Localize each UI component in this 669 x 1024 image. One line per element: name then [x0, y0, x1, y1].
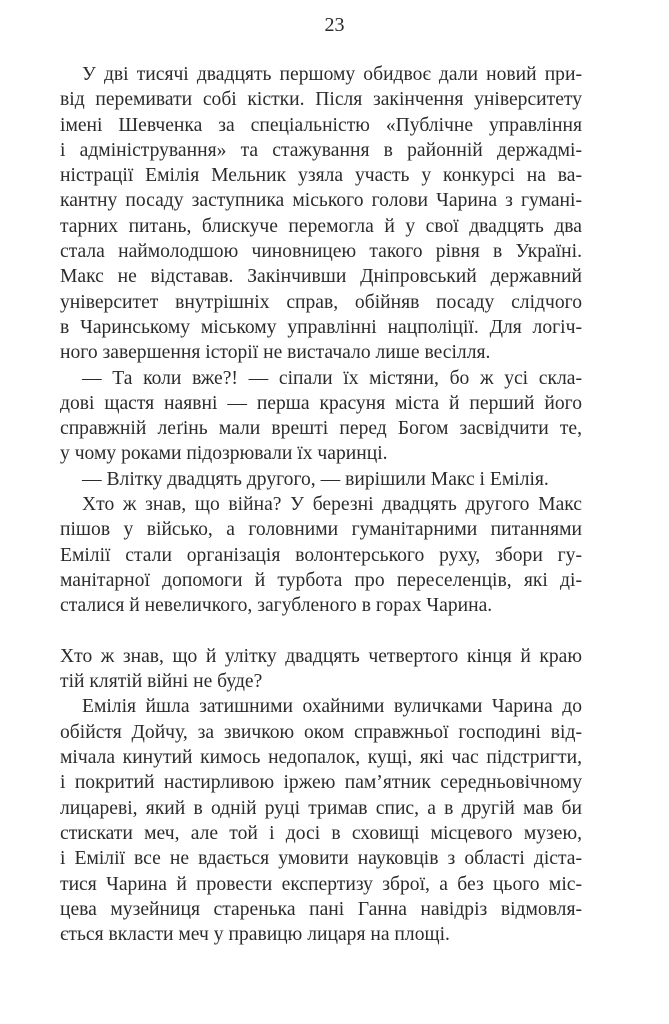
- text-line: ного завершення історії не вистачало лише весілля.: [60, 342, 491, 364]
- text-line: кантну посаду заступника міського голови Чарина з гумані-: [60, 190, 582, 212]
- text-line: пішов у військо, а головними гуманітарними питаннями: [60, 519, 582, 541]
- paragraph: [60, 644, 582, 695]
- text-line: ністрації Емілія Мельник узяла участь у конкурсі на ва-: [60, 165, 582, 187]
- text-line: імені Шевченка за спеціальністю «Публічне управління: [60, 114, 582, 136]
- text-line: манітарної допомоги й турбота про переселенців, які ді-: [60, 569, 582, 591]
- text-line: мічала кинутий кимось недопалок, кущі, які час підстригти,: [60, 747, 582, 769]
- text-line: стала наймолодшою чиновницею такого рівня в Україні.: [60, 241, 582, 263]
- text-line: цева музейниця старенька пані Ганна навідріз відмовля-: [60, 898, 582, 920]
- text-line: Макс не відставав. Закінчивши Дніпровський державний: [60, 266, 582, 288]
- text-line: Хто ж знав, що війна? У березні двадцять другого Макс: [82, 494, 582, 516]
- text-line: тися Чарина й провести експертизу зброї, а без цього міс-: [60, 873, 582, 895]
- page-number: 23: [324, 14, 345, 36]
- text-line: — Та коли вже?! — сіпали їх містяни, бо ж усі скла-: [82, 367, 582, 389]
- text-line: від перемивати собі кістки. Після закінчення університету: [60, 89, 582, 111]
- text-line: стискати меч, але той і досі в сховищі місцевого музею,: [60, 822, 582, 844]
- text-line: Хто ж знав, що й улітку двадцять четвертого кінця й краю: [60, 645, 582, 667]
- text-line: Емілії стали організація волонтерського руху, збори гу-: [60, 544, 582, 566]
- text-line: в Чаринському міському управлінні нацполіції. Для логіч-: [60, 316, 582, 338]
- paragraph: [60, 62, 582, 366]
- text-line: і Емілії все не вдається умовити науковців з області діста-: [60, 848, 582, 870]
- text-line: ється вкласти меч у правицю лицаря на площі.: [60, 924, 450, 946]
- text-line: у чому роками підозрювали їх чаринці.: [60, 443, 388, 465]
- paragraph: [60, 492, 582, 618]
- section-break: [60, 619, 582, 644]
- paragraph: [60, 366, 582, 467]
- text-line: дові щастя наявні — перша красуня міста й перший його: [60, 392, 582, 414]
- text-line: і покритий настирливою іржею пам’ятник середньовічному: [60, 772, 582, 794]
- text-line: університет внутрішніх справ, обійняв посаду слідчого: [60, 291, 582, 313]
- paragraph: [60, 467, 582, 492]
- paragraph: [60, 694, 582, 947]
- text-line: сталися й невеличкого, загубленого в горах Чарина.: [60, 595, 493, 617]
- text-line: У дві тисячі двадцять першому обидвоє дали новий при-: [82, 64, 582, 85]
- text-line: обійстя Дойчу, за звичкою оком справжньої господині від-: [60, 721, 582, 743]
- text-line: справжній леґінь мали врешті перед Богом засвідчити те,: [60, 418, 582, 440]
- text-line: тій клятій війні не буде?: [60, 671, 263, 693]
- text-line: тарних питань, блискуче перемогла й у свої двадцять два: [60, 215, 582, 237]
- text-line: — Влітку двадцять другого, — вирішили Макс і Емілія.: [82, 468, 549, 490]
- text-line: і адміністрування» та стажування в районній держадмі-: [60, 139, 582, 161]
- text-line: Емілія йшла затишними охайними вуличками Чарина до: [82, 696, 582, 718]
- body-text: [60, 62, 582, 947]
- text-line: лицареві, який в одній руці тримав спис, а в другій мав би: [60, 797, 582, 819]
